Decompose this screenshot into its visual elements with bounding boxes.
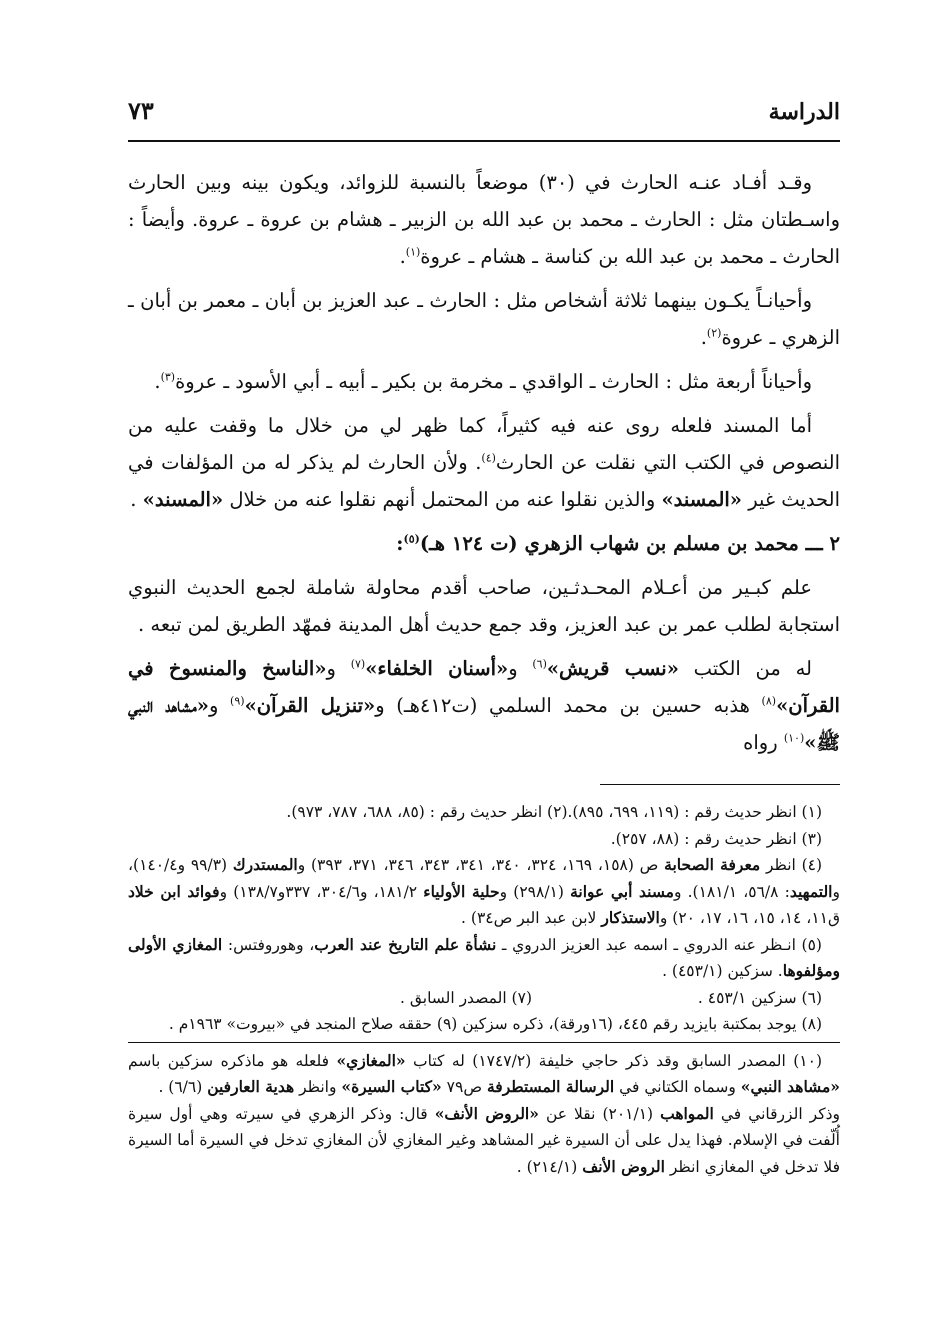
footnote-ref[interactable]: (٧) (350, 657, 366, 671)
footnote-rule-wrap (128, 768, 840, 799)
footnote-divider (600, 784, 840, 785)
book-title: «الناسخ والمنسوخ في القرآن» (128, 657, 840, 717)
page-number: ٧٣ (128, 96, 154, 125)
book-title: «تنزيل القرآن» (244, 694, 376, 717)
footnote: (١٠) المصدر السابق وقد ذكر حاجي خليفة (١٧٤٧/٢) له كتاب «المغازي» فلعله هو ماذكره سزكين باسم «مشاهد النبي» وسماه الكتاني في الرسالة المستطرفة ص٧٩ «كتاب السيرة» وانظر هدية العارفين (٦/٦) . (128, 1050, 840, 1096)
footnote-ref[interactable]: (١٠) (783, 731, 805, 745)
footnote: (٨) يوجد بمكتبة بايزيد رقم ٤٤٥، (١٦ورقة)، ذكره سزكين (٩) حققه صلاح المنجد في «بيروت» ١٩٦٣م . (168, 1015, 822, 1033)
book-title: «مشاهد النبي ﷺ» (128, 694, 840, 754)
footnote: (٣) انظر حديث رقم : (٨٨، ٢٥٧). (610, 829, 822, 848)
book-title: «المسند» (142, 488, 224, 511)
footnote-ref[interactable]: (٦) (532, 657, 547, 671)
footnote: (٥) انـظر عنه الدروي ـ اسمه عبد العزيز الدروي ـ نشأة علم التاريخ عند العرب، وهوروفتس: المغازي الأولى ومؤلفوها. سزكين (٤٥٣/١) . (128, 934, 840, 980)
footnote-ref[interactable]: (٣) (160, 370, 176, 384)
footnote: (١) انظر حديث رقم : (١١٩، ٦٩٩، ٨٩٥).(٢) انظر حديث رقم : (٨٥، ٦٨٨، ٧٨٧، ٩٧٣). (286, 803, 822, 821)
paragraph: له من الكتب «نسب قريش»$^{(٦)}$ و«أسنان الخلفاء»$^{(٧)}$ و«الناسخ والمنسوخ في القرآن»$^{(٨)}$ هذبه حسين بن محمد السلمي (ت٤١٢هـ) و«تنزيل القرآن»$^{(٩)}$ و«مشاهد النبي ﷺ»$^{(١٠)}$ رواه (128, 657, 840, 754)
footnote: (٤) انظر معرفة الصحابة ص (١٥٨، ١٦٩، ٣٢٤، ٣٤٠، ٣٤١، ٣٤٣، ٣٤٦، ٣٧١، ٣٩٣) والمستدرك (٩٩/٣ و١٤٠/٤)، والتمهيد: ٥٦/٨، ١٨١/١). ومسند أبي عوانة (٢٩٨/١) وحلية الأولياء ١٨١/٢، و٣٠٤/٦، ٣٣٧و١٣٨/٧) وفوائد ابن خلاد ق١١، ١٤، ١٥، ١٦، ١٧، ٢٠) والاستذكار لابن عبد البر ص٣٤) . (128, 855, 840, 927)
footnote-ref[interactable]: (١) (405, 245, 421, 259)
paragraph: وأحيانـاً يكـون بينهما ثلاثة أشخاص مثل : الحارث ـ عبد العزيز بن أبان ـ معمر بن أبان ـ الزهري ـ عروة$^{(٢)}$. (128, 289, 840, 349)
book-title: «نسب قريش» (546, 657, 679, 680)
footnote-ref[interactable]: (٤) (481, 451, 496, 465)
book-title: «أسنان الخلفاء» (365, 657, 509, 680)
footnote-separator (128, 1042, 840, 1043)
footnote-ref[interactable]: (٩) (230, 694, 245, 708)
footnote-ref[interactable]: (٢) (706, 326, 722, 340)
footnote: وذكر الزرقاني في المواهب (٢٠١/١) نقلا عن «الروض الأنف» قال: وذكر الزهري في سيرته وهي أول سيرة أُلّفت في الإسلام. فهذا يدل على أن السيرة غير المشاهد وغير المغازي لأن المغازي تدخل في السيرة أما السيرة فلا تدخل في المغازي انظر الروض الأنف (٢١٤/١) . (128, 1103, 840, 1176)
paragraph: وأحياناً أربعة مثل : الحارث ـ الواقدي ـ مخرمة بن بكير ـ أبيه ـ أبي الأسود ـ عروة$^{(٣)}$. (154, 370, 812, 393)
footnote-ref[interactable]: (٨) (761, 694, 777, 708)
header-title: الدراسة (768, 99, 840, 125)
book-title: «المسند» (661, 488, 742, 511)
footnote-ref[interactable]: (٥) (403, 532, 420, 546)
section-heading: ٢ ـــ محمد بن مسلم بن شهاب الزهري (ت ١٢٤ هـ)$^{(٥)}$: (396, 532, 840, 555)
main-text (128, 164, 840, 761)
footnotes (128, 799, 840, 1180)
page (128, 96, 840, 1180)
footnote: (٧) المصدر السابق . (399, 988, 532, 1007)
paragraph: علم كبـير من أعـلام المحـدثـين، صاحب أقدم محاولة شاملة لجمع الحديث النبوي استجابة لطلب عمر بن عبد العزيز، وقد جمع حديث أهل المدينة فمهّد الطريق لمن تبعه . (128, 576, 840, 636)
footnote: (٦) سزكين ٤٥٣/١ . (697, 988, 822, 1007)
paragraph: وقـد أفـاد عنـه الحارث في (٣٠) موضعاً بالنسبة للزوائد، ويكون بينه وبين الحارث واسـطتان مثل : الحارث ـ محمد بن عبد الله بن الزبير ـ هشام بن عروة ـ عروة. وأيضاً : الحارث ـ محمد بن عبد الله بن كناسة ـ هشام ـ عروة$^{(١)}$. (128, 171, 840, 268)
footnote-row (128, 985, 840, 1012)
paragraph: أما المسند فلعله روى عنه فيه كثيراً، كما ظهر لي من خلال ما وقفت عليه من النصوص في الكتب التي نقلت عن الحارث$^{(٤)}$. ولأن الحارث لم يذكر له من المؤلفات في الحديث غير «المسند» والذين نقلوا عنه من المحتمل أنهم نقلوا عنه من خلال «المسند» . (128, 414, 840, 511)
running-header (128, 96, 840, 142)
